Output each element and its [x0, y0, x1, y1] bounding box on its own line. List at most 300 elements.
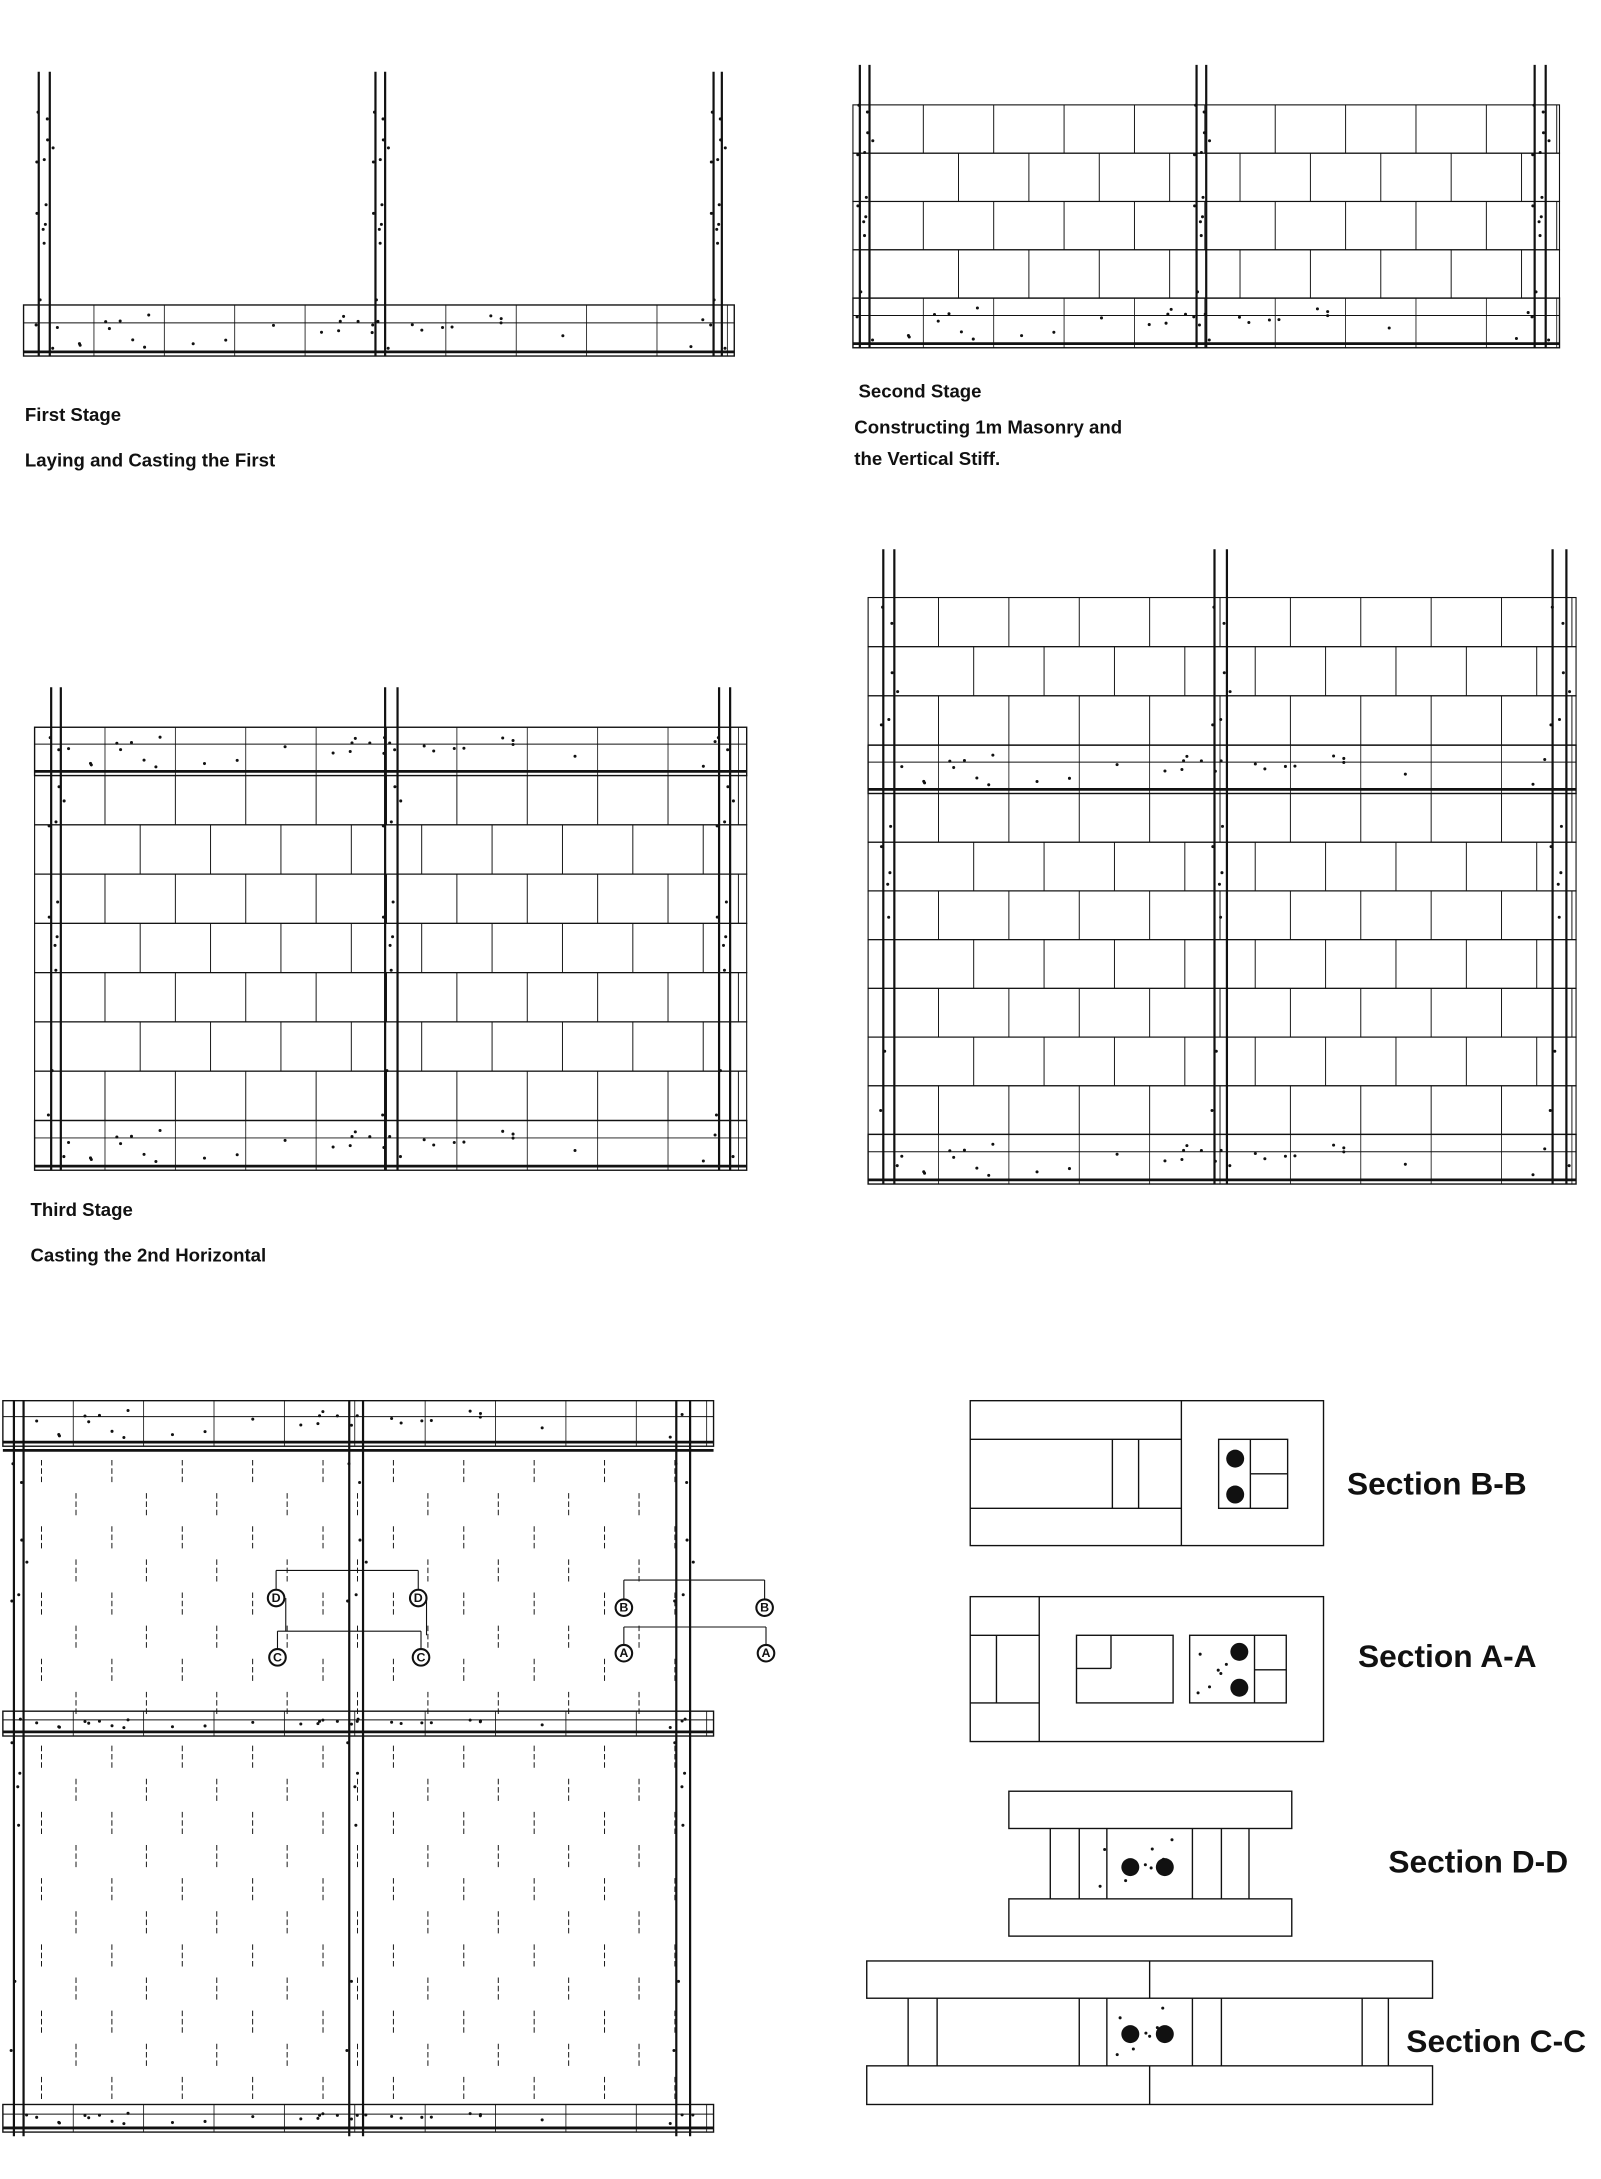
aggregate-dot — [1165, 322, 1168, 325]
aggregate-dot — [863, 234, 866, 237]
aggregate-dot — [723, 820, 726, 823]
aggregate-dot — [332, 752, 335, 755]
aggregate-dot — [1539, 151, 1542, 154]
aggregate-dot — [1192, 315, 1195, 318]
aggregate-dot — [380, 203, 383, 206]
aggregate-dot — [689, 345, 692, 348]
aggregate-dot — [171, 1725, 174, 1728]
aggregate-dot — [453, 1141, 456, 1144]
aggregate-dot — [432, 749, 435, 752]
aggregate-dot — [16, 1785, 19, 1788]
aggregate-dot — [1515, 337, 1518, 340]
aggregate-dot — [865, 196, 868, 199]
beam-block — [1009, 1899, 1292, 1936]
aggregate-dot — [400, 1722, 403, 1725]
aggregate-dot — [863, 151, 866, 154]
aggregate-dot — [1170, 1838, 1173, 1841]
aggregate-dot — [714, 740, 717, 743]
section-marker-a-right — [758, 1645, 775, 1662]
aggregate-dot — [669, 1436, 672, 1439]
aggregate-dot — [963, 759, 966, 762]
aggregate-dot — [1531, 204, 1534, 207]
aggregate-dot — [1200, 151, 1203, 154]
aggregate-dot — [1538, 220, 1541, 223]
aggregate-dot — [1531, 1173, 1534, 1176]
aggregate-dot — [891, 671, 894, 674]
aggregate-dot — [1156, 2026, 1159, 2029]
aggregate-dot — [382, 916, 385, 919]
aggregate-dot — [11, 1462, 14, 1465]
aggregate-dot — [382, 138, 385, 141]
aggregate-dot — [948, 760, 951, 763]
aggregate-dot — [1203, 131, 1206, 134]
aggregate-dot — [691, 2113, 694, 2116]
aggregate-dot — [399, 1155, 402, 1158]
aggregate-dot — [714, 1134, 717, 1137]
aggregate-dot — [1247, 321, 1250, 324]
aggregate-dot — [354, 1130, 357, 1133]
aggregate-dot — [489, 314, 492, 317]
aggregate-dot — [122, 2122, 125, 2125]
aggregate-dot — [1162, 1858, 1165, 1861]
block-course — [868, 1086, 1576, 1135]
aggregate-dot — [251, 2115, 254, 2118]
aggregate-dot — [119, 748, 122, 751]
aggregate-dot — [685, 1481, 688, 1484]
aggregate-dot — [1196, 290, 1199, 293]
aggregate-dot — [711, 111, 714, 114]
aggregate-dot — [1182, 759, 1185, 762]
aggregate-dot — [147, 314, 150, 317]
aggregate-dot — [1342, 1150, 1345, 1153]
block-course — [868, 988, 1576, 1037]
aggregate-dot — [1277, 318, 1280, 321]
aggregate-dot — [900, 765, 903, 768]
aggregate-dot — [1535, 290, 1538, 293]
aggregate-dot — [1218, 883, 1221, 886]
stage1-title: First Stage — [24, 403, 122, 425]
aggregate-dot — [420, 329, 423, 332]
aggregate-dot — [681, 1413, 684, 1416]
beam-outline — [35, 1121, 747, 1171]
block-course — [35, 776, 747, 825]
aggregate-dot — [389, 944, 392, 947]
block-course — [868, 842, 1576, 891]
aggregate-dot — [1217, 1669, 1220, 1672]
aggregate-dot — [390, 820, 393, 823]
aggregate-dot — [887, 718, 890, 721]
aggregate-dot — [883, 1050, 886, 1053]
aggregate-dot — [1144, 1863, 1147, 1866]
aggregate-dot — [1208, 339, 1211, 342]
aggregate-dot — [888, 871, 891, 874]
aggregate-dot — [350, 741, 353, 744]
aggregate-dot — [337, 329, 340, 332]
aggregate-dot — [83, 2114, 86, 2117]
aggregate-dot — [375, 298, 378, 301]
aggregate-dot — [1163, 1159, 1166, 1162]
aggregate-dot — [713, 298, 716, 301]
aggregate-dot — [332, 1146, 335, 1149]
aggregate-dot — [441, 326, 444, 329]
aggregate-dot — [1208, 1685, 1211, 1688]
aggregate-dot — [420, 1721, 423, 1724]
aggregate-dot — [987, 1174, 990, 1177]
aggregate-dot — [1219, 916, 1222, 919]
aggregate-dot — [1342, 761, 1345, 764]
aggregate-dot — [390, 969, 393, 972]
aggregate-dot — [952, 1156, 955, 1159]
aggregate-dot — [683, 1772, 686, 1775]
aggregate-dot — [960, 330, 963, 333]
aggregate-dot — [387, 347, 390, 350]
aggregate-dot — [350, 1424, 353, 1427]
aggregate-dot — [56, 326, 59, 329]
aggregate-dot — [10, 2049, 13, 2052]
aggregate-dot — [1220, 1149, 1223, 1152]
aggregate-dot — [710, 212, 713, 215]
aggregate-dot — [719, 117, 722, 120]
aggregate-dot — [681, 1719, 684, 1722]
aggregate-dot — [336, 2114, 339, 2117]
aggregate-dot — [171, 1433, 174, 1436]
aggregate-dot — [388, 741, 391, 744]
aggregate-dot — [709, 323, 712, 326]
section-bb — [970, 1401, 1323, 1546]
beam-outline — [3, 1401, 714, 1447]
beam-block — [1009, 1791, 1292, 1828]
aggregate-dot — [1099, 1885, 1102, 1888]
aggregate-dot — [251, 1721, 254, 1724]
aggregate-dot — [1180, 1158, 1183, 1161]
aggregate-dot — [976, 306, 979, 309]
aggregate-dot — [372, 212, 375, 215]
aggregate-dot — [354, 1824, 357, 1827]
stage3-caption: Casting the 2nd Horizontal — [30, 1244, 267, 1266]
aggregate-dot — [692, 1561, 695, 1564]
aggregate-dot — [400, 1422, 403, 1425]
aggregate-dot — [236, 1153, 239, 1156]
block-course — [868, 1037, 1576, 1086]
aggregate-dot — [1549, 1109, 1552, 1112]
aggregate-dot — [573, 755, 576, 758]
aggregate-dot — [204, 2120, 207, 2123]
aggregate-dot — [1568, 1164, 1571, 1167]
aggregate-dot — [716, 916, 719, 919]
aggregate-dot — [1539, 234, 1542, 237]
aggregate-dot — [469, 1410, 472, 1413]
aggregate-dot — [886, 883, 889, 886]
aggregate-dot — [512, 743, 515, 746]
aggregate-dot — [143, 759, 146, 762]
aggregate-dot — [1342, 1146, 1345, 1149]
aggregate-dot — [284, 745, 287, 748]
svg-text:B: B — [619, 1600, 629, 1615]
aggregate-dot — [896, 1164, 899, 1167]
aggregate-dot — [864, 215, 867, 218]
aggregate-dot — [119, 319, 122, 322]
aggregate-dot — [345, 2049, 348, 2052]
aggregate-dot — [224, 339, 227, 342]
aggregate-dot — [25, 2113, 28, 2116]
aggregate-dot — [400, 2117, 403, 2120]
aggregate-dot — [501, 736, 504, 739]
aggregate-dot — [411, 323, 414, 326]
aggregate-dot — [387, 146, 390, 149]
aggregate-dot — [320, 331, 323, 334]
aggregate-dot — [715, 228, 718, 231]
aggregate-dot — [43, 242, 46, 245]
aggregate-dot — [1182, 1149, 1185, 1152]
aggregate-dot — [35, 1721, 38, 1724]
drawing-layer — [3, 65, 1576, 2136]
aggregate-dot — [923, 781, 926, 784]
aggregate-dot — [1211, 845, 1214, 848]
aggregate-dot — [725, 900, 728, 903]
aggregate-dot — [1293, 1154, 1296, 1157]
aggregate-dot — [25, 1561, 28, 1564]
aggregate-dot — [127, 2112, 130, 2115]
aggregate-dot — [98, 1414, 101, 1417]
aggregate-dot — [430, 1419, 433, 1422]
aggregate-dot — [104, 320, 107, 323]
aggregate-dot — [1558, 718, 1561, 721]
aggregate-dot — [111, 2120, 114, 2123]
aggregate-dot — [1211, 723, 1214, 726]
aggregate-dot — [1254, 762, 1257, 765]
aggregate-dot — [154, 1160, 157, 1163]
aggregate-dot — [859, 290, 862, 293]
svg-text:A: A — [619, 1646, 629, 1661]
block-course — [35, 1071, 747, 1120]
elevation-wall — [3, 1401, 766, 2137]
aggregate-dot — [46, 117, 49, 120]
aggregate-dot — [681, 1824, 684, 1827]
rebar-bar — [1156, 1858, 1174, 1876]
aggregate-dot — [1170, 308, 1173, 311]
aggregate-dot — [388, 1135, 391, 1138]
aggregate-dot — [382, 824, 385, 827]
section-cc-label: Section C-C — [1406, 2023, 1587, 2060]
aggregate-dot — [887, 916, 890, 919]
aggregate-dot — [1148, 2035, 1151, 2038]
aggregate-dot — [376, 320, 379, 323]
aggregate-dot — [382, 117, 385, 120]
aggregate-dot — [948, 1149, 951, 1152]
aggregate-dot — [723, 969, 726, 972]
aggregate-dot — [316, 2117, 319, 2120]
aggregate-dot — [1223, 622, 1226, 625]
aggregate-dot — [42, 228, 45, 231]
aggregate-dot — [1200, 759, 1203, 762]
aggregate-dot — [1332, 1144, 1335, 1147]
aggregate-dot — [143, 346, 146, 349]
aggregate-dot — [203, 762, 206, 765]
stage2-wall — [853, 65, 1560, 348]
aggregate-dot — [347, 1462, 350, 1465]
aggregate-dot — [350, 1135, 353, 1138]
aggregate-dot — [52, 146, 55, 149]
section-marker-c-right — [413, 1649, 430, 1666]
aggregate-dot — [1180, 768, 1183, 771]
aggregate-dot — [726, 748, 729, 751]
aggregate-dot — [357, 320, 360, 323]
aggregate-dot — [451, 326, 454, 329]
aggregate-dot — [1163, 769, 1166, 772]
aggregate-dot — [1561, 622, 1564, 625]
aggregate-dot — [420, 1419, 423, 1422]
aggregate-dot — [35, 323, 38, 326]
aggregate-dot — [1284, 1155, 1287, 1158]
aggregate-dot — [35, 212, 38, 215]
aggregate-dot — [37, 111, 40, 114]
aggregate-dot — [866, 131, 869, 134]
rebar-bar — [1230, 1643, 1248, 1661]
aggregate-dot — [871, 339, 874, 342]
aggregate-dot — [349, 1144, 352, 1147]
aggregate-dot — [673, 1600, 676, 1603]
aggregate-dot — [681, 2113, 684, 2116]
aggregate-dot — [356, 1772, 359, 1775]
aggregate-dot — [54, 944, 57, 947]
stage1-wall — [24, 72, 735, 356]
aggregate-dot — [1559, 871, 1562, 874]
aggregate-dot — [355, 1593, 358, 1596]
aggregate-dot — [10, 1600, 13, 1603]
aggregate-dot — [1166, 313, 1169, 316]
aggregate-dot — [673, 1741, 676, 1744]
aggregate-dot — [975, 1167, 978, 1170]
aggregate-dot — [154, 765, 157, 768]
aggregate-dot — [368, 741, 371, 744]
aggregate-dot — [880, 845, 883, 848]
block-course — [35, 874, 747, 923]
aggregate-dot — [119, 1142, 122, 1145]
aggregate-dot — [1116, 763, 1119, 766]
svg-text:D: D — [271, 1591, 281, 1606]
aggregate-dot — [1540, 215, 1543, 218]
aggregate-dot — [1201, 215, 1204, 218]
aggregate-dot — [299, 1723, 302, 1726]
aggregate-dot — [1531, 315, 1534, 318]
aggregate-dot — [57, 748, 60, 751]
aggregate-dot — [318, 1720, 321, 1723]
aggregate-dot — [1560, 825, 1563, 828]
aggregate-dot — [58, 2121, 61, 2124]
aggregate-dot — [35, 2116, 38, 2119]
beam-outline — [868, 1134, 1576, 1184]
aggregate-dot — [350, 1723, 353, 1726]
aggregate-dot — [1326, 314, 1329, 317]
stage3-wall — [35, 687, 747, 1170]
section-cc — [867, 1961, 1433, 2105]
aggregate-dot — [1532, 104, 1535, 107]
aggregate-dot — [1228, 1164, 1231, 1167]
aggregate-dot — [1254, 1152, 1257, 1155]
aggregate-dot — [1568, 690, 1571, 693]
svg-text:A: A — [761, 1646, 771, 1661]
block-course — [35, 973, 747, 1022]
aggregate-dot — [420, 2116, 423, 2119]
aggregate-dot — [423, 1138, 426, 1141]
aggregate-dot — [127, 1718, 130, 1721]
aggregate-dot — [316, 1422, 319, 1425]
aggregate-dot — [1150, 1866, 1153, 1869]
aggregate-dot — [866, 111, 869, 114]
aggregate-dot — [378, 228, 381, 231]
aggregate-dot — [724, 935, 727, 938]
aggregate-dot — [684, 1718, 687, 1721]
aggregate-dot — [732, 799, 735, 802]
aggregate-dot — [500, 317, 503, 320]
aggregate-dot — [90, 1158, 93, 1161]
aggregate-dot — [1551, 606, 1554, 609]
aggregate-dot — [717, 736, 720, 739]
aggregate-dot — [83, 1414, 86, 1417]
aggregate-dot — [58, 1434, 61, 1437]
aggregate-dot — [371, 323, 374, 326]
aggregate-dot — [336, 1414, 339, 1417]
aggregate-dot — [1198, 323, 1201, 326]
aggregate-dot — [90, 763, 93, 766]
svg-text:B: B — [760, 1600, 770, 1615]
aggregate-dot — [677, 1980, 680, 1983]
aggregate-dot — [716, 158, 719, 161]
aggregate-dot — [51, 1069, 54, 1072]
aggregate-dot — [192, 342, 195, 345]
aggregate-dot — [122, 1436, 125, 1439]
svg-text:C: C — [273, 1650, 282, 1665]
aggregate-dot — [682, 1593, 685, 1596]
aggregate-dot — [1388, 327, 1391, 330]
block-course — [35, 825, 747, 874]
section-marker-a-left — [616, 1645, 633, 1662]
aggregate-dot — [896, 690, 899, 693]
aggregate-dot — [171, 2121, 174, 2124]
aggregate-dot — [716, 824, 719, 827]
aggregate-dot — [933, 313, 936, 316]
aggregate-dot — [701, 318, 704, 321]
aggregate-dot — [1316, 307, 1319, 310]
aggregate-dot — [284, 1139, 287, 1142]
aggregate-dot — [358, 1539, 361, 1542]
aggregate-dot — [722, 944, 725, 947]
aggregate-dot — [51, 347, 54, 350]
aggregate-dot — [379, 158, 382, 161]
aggregate-dot — [561, 334, 564, 337]
aggregate-dot — [726, 785, 729, 788]
aggregate-dot — [1036, 1170, 1039, 1173]
aggregate-dot — [318, 1414, 321, 1417]
aggregate-dot — [111, 1724, 114, 1727]
aggregate-dot — [1124, 1879, 1127, 1882]
aggregate-dot — [889, 825, 892, 828]
aggregate-dot — [122, 1726, 125, 1729]
aggregate-dot — [393, 748, 396, 751]
aggregate-dot — [512, 739, 515, 742]
aggregate-dot — [63, 799, 66, 802]
aggregate-dot — [87, 1420, 90, 1423]
aggregate-dot — [54, 820, 57, 823]
aggregate-dot — [383, 736, 386, 739]
aggregate-dot — [111, 1430, 114, 1433]
aggregate-dot — [321, 1410, 324, 1413]
aggregate-dot — [1068, 1167, 1071, 1170]
aggregate-dot — [1103, 1848, 1106, 1851]
aggregate-dot — [87, 2116, 90, 2119]
aggregate-dot — [204, 1724, 207, 1727]
aggregate-dot — [299, 2117, 302, 2120]
